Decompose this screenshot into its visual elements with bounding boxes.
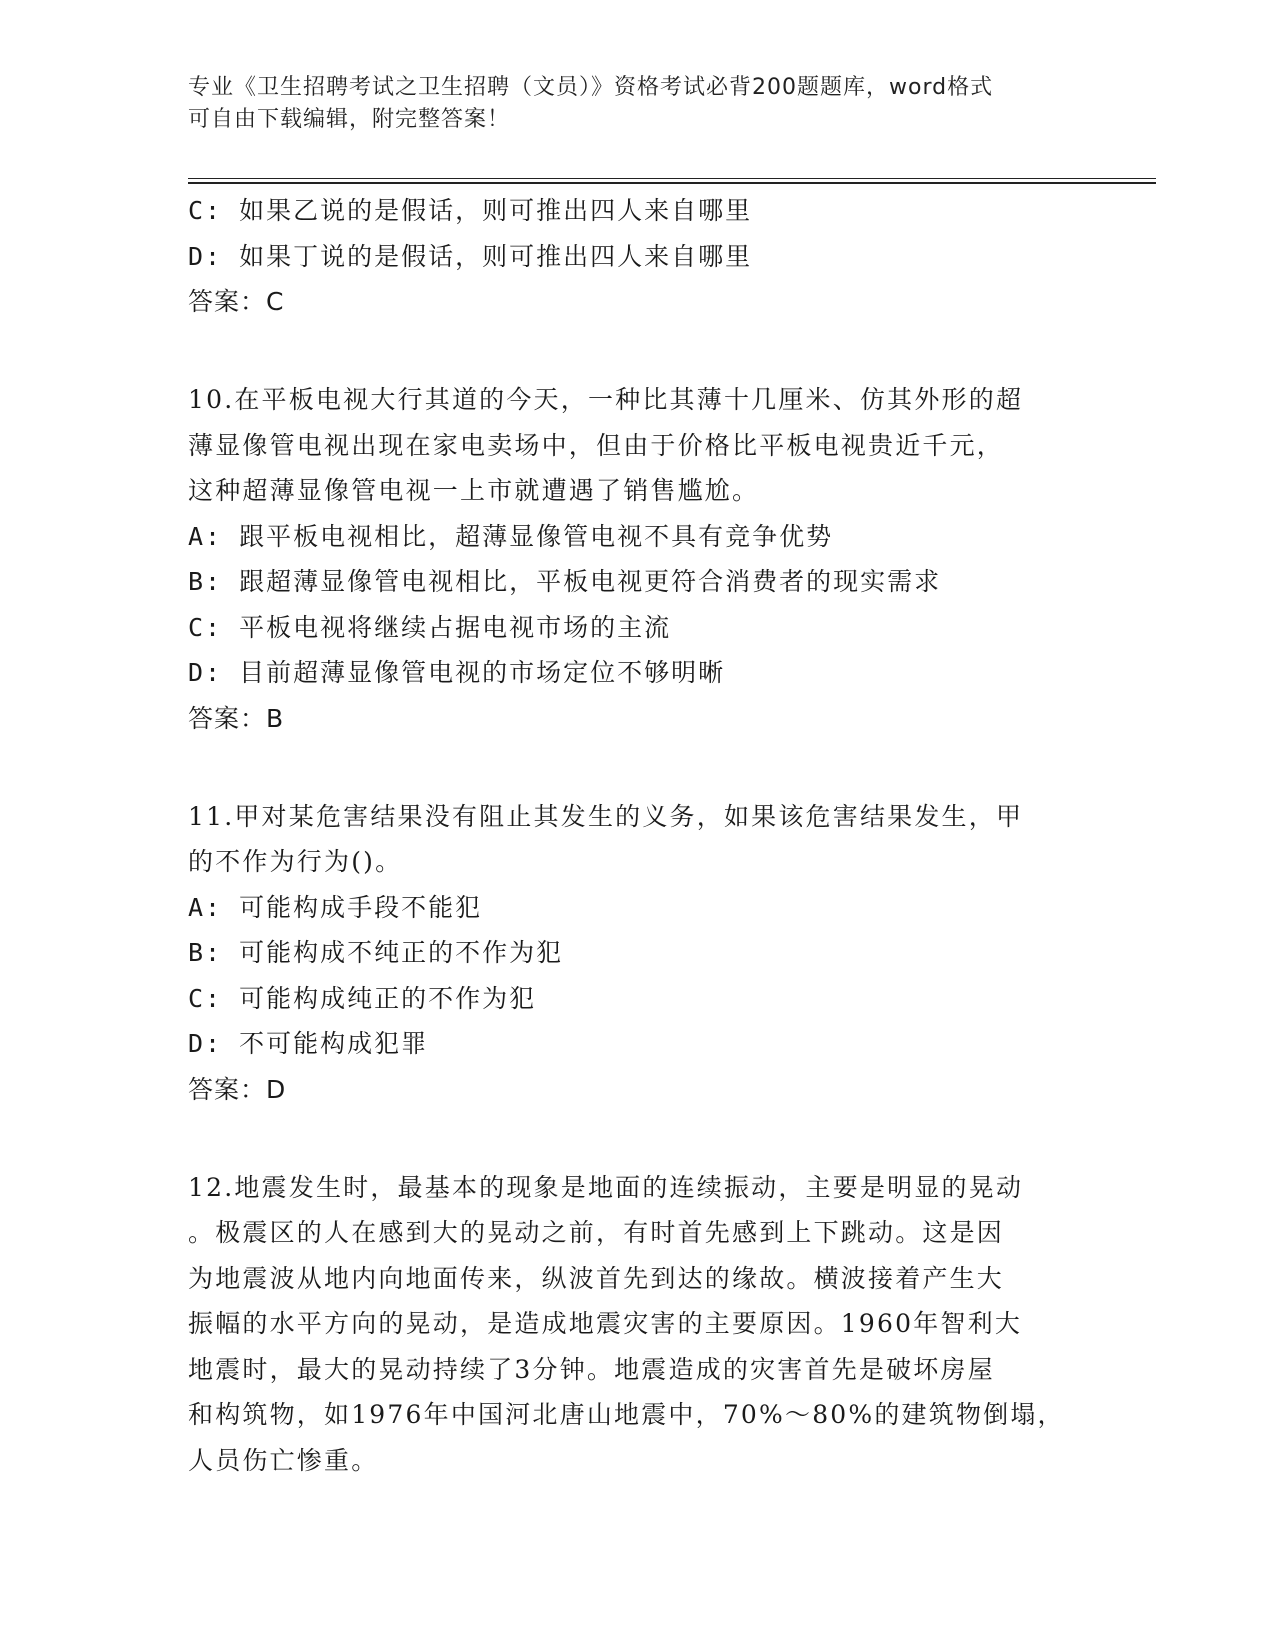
question-stem bbox=[188, 377, 1088, 514]
stem-line: 这种超薄显像管电视一上市就遭遇了销售尴尬。 bbox=[188, 476, 760, 505]
question-list bbox=[188, 188, 1088, 1483]
option-a: A: 可能构成手段不能犯 bbox=[188, 892, 483, 922]
option-d: D: 如果丁说的是假话，则可推出四人来自哪里 bbox=[188, 241, 753, 271]
answer-label: 答案：D bbox=[188, 1074, 287, 1104]
header-rule-thin bbox=[188, 178, 1156, 179]
stem-line: 11.甲对某危害结果没有阻止其发生的义务，如果该危害结果发生，甲 bbox=[188, 801, 1024, 831]
stem-line: 人员伤亡惨重。 bbox=[188, 1445, 379, 1475]
stem-line: 的不作为行为()。 bbox=[188, 847, 403, 876]
option-d: D: 不可能构成犯罪 bbox=[188, 1029, 429, 1058]
answer-label: 答案：C bbox=[188, 287, 285, 316]
option-b: B: 跟超薄显像管电视相比，平板电视更符合消费者的现实需求 bbox=[188, 567, 942, 596]
stem-line: 12.地震发生时，最基本的现象是地面的连续振动，主要是明显的晃动 bbox=[188, 1172, 1024, 1202]
stem-line: 。极震区的人在感到大的晃动之前，有时首先感到上下跳动。这是因 bbox=[188, 1218, 1005, 1247]
header-line-1: 专业《卫生招聘考试之卫生招聘（文员）》资格考试必背200题题库，word格式 bbox=[188, 75, 994, 100]
question-stem bbox=[188, 1165, 1088, 1484]
stem-line: 10.在平板电视大行其道的今天，一种比其薄十几厘米、仿其外形的超 bbox=[188, 385, 1024, 414]
stem-line: 为地震波从地内向地面传来，纵波首先到达的缘故。横波接着产生大 bbox=[188, 1263, 1005, 1293]
stem-line: 薄显像管电视出现在家电卖场中，但由于价格比平板电视贵近千元， bbox=[188, 430, 1005, 460]
stem-line: 和构筑物，如1976年中国河北唐山地震中，70%～80%的建筑物倒塌， bbox=[188, 1400, 1065, 1429]
answer-label: 答案：B bbox=[188, 703, 285, 733]
option-c: C: 可能构成纯正的不作为犯 bbox=[188, 983, 537, 1013]
header-line-2: 可自由下载编辑，附完整答案！ bbox=[188, 107, 511, 132]
question-stem bbox=[188, 794, 1088, 885]
option-c: C: 如果乙说的是假话，则可推出四人来自哪里 bbox=[188, 196, 753, 225]
option-d: D: 目前超薄显像管电视的市场定位不够明晰 bbox=[188, 658, 726, 687]
option-b: B: 可能构成不纯正的不作为犯 bbox=[188, 938, 564, 967]
stem-line: 振幅的水平方向的晃动，是造成地震灾害的主要原因。1960年智利大 bbox=[188, 1309, 1023, 1338]
page-header bbox=[188, 72, 1088, 136]
option-a: A: 跟平板电视相比，超薄显像管电视不具有竞争优势 bbox=[188, 521, 834, 551]
question-12 bbox=[188, 1165, 1088, 1484]
header-rule-thick bbox=[188, 182, 1156, 184]
option-c: C: 平板电视将继续占据电视市场的主流 bbox=[188, 612, 672, 642]
question-10 bbox=[188, 377, 1088, 742]
question-11 bbox=[188, 794, 1088, 1113]
stem-line: 地震时，最大的晃动持续了3分钟。地震造成的灾害首先是破坏房屋 bbox=[188, 1354, 995, 1384]
question-9-tail bbox=[188, 188, 1088, 325]
